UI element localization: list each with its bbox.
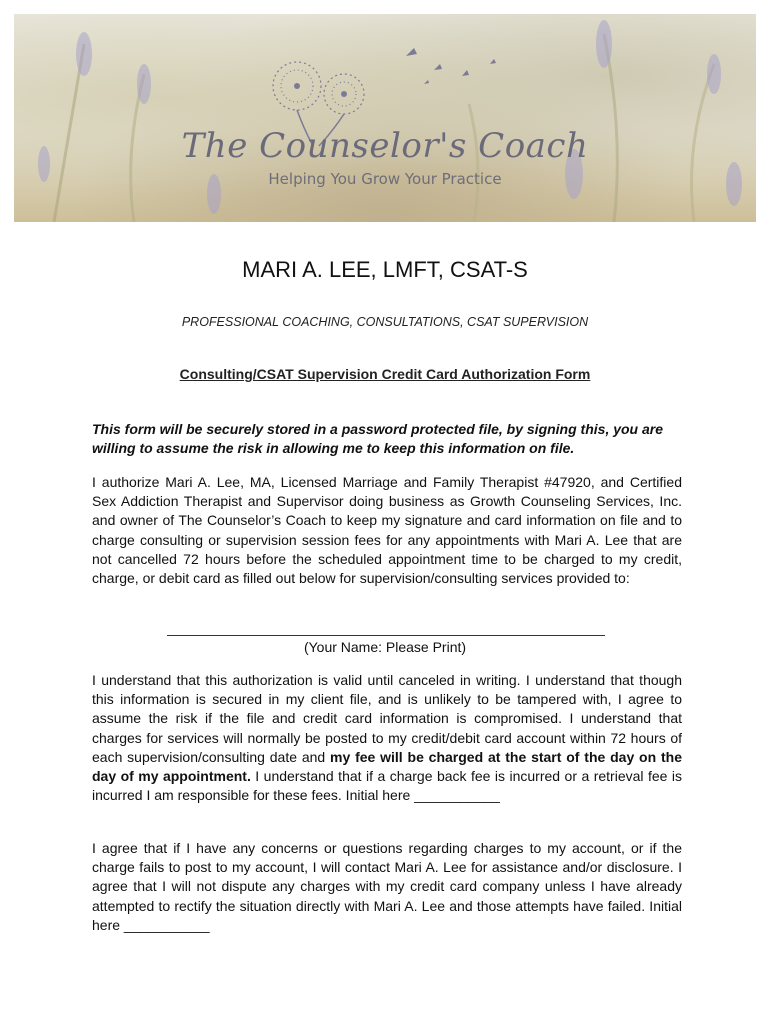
risk-text-end: I understand that if a charge back fee is incurred or a retrieval fee is incurred I am responsible for these fees. Initial here ___________: [92, 768, 682, 804]
name-signature-line[interactable]: [167, 635, 605, 636]
risk-paragraph: [92, 671, 682, 805]
dandelion-logo-icon: [14, 14, 756, 222]
form-title: Consulting/CSAT Supervision Credit Card Authorization Form: [179, 366, 591, 382]
brand-tagline: Helping You Grow Your Practice: [268, 170, 502, 188]
security-notice: This form will be securely stored in a password protected file, by signing this, you are willing to assume the risk in allowing me to keep this information on file.: [92, 421, 664, 456]
page-title: MARI A. LEE, LMFT, CSAT-S: [242, 257, 528, 282]
authorization-paragraph: I authorize Mari A. Lee, MA, Licensed Marriage and Family Therapist #47920, and Certified Sex Addiction Therapist and Supervisor doing business as Growth Counseling Services, Inc. and owner of The Counselor’s Coach to keep my signature and card information on file and to charge consulting or supervision session fees for any appointments with Mari A. Lee that are not cancelled 72 hours before the scheduled appointment time to be charged to my credit, charge, or debit card as filled out below for supervision/consulting services provided to:: [92, 474, 682, 587]
header-banner: [14, 14, 756, 222]
risk-text-start: I understand that this authorization is valid until canceled in writing. I understand that though this information is secured in my client file, and is unlikely to be tampered with, I agree to assume the risk if the file and credit card information is compromised. I understand that charges for services will normally be posted to my credit/debit card account within 72 hours of each supervision/consulting date and: [92, 672, 682, 765]
fee-timing-text: my fee will be charged at the start of the day on the day of my appointment.: [92, 748, 682, 785]
brand-title: The Counselor's Coach: [181, 126, 589, 166]
dispute-paragraph: I agree that if I have any concerns or questions regarding charges to my account, or if the charge fails to post to my account, I will contact Mari A. Lee for assistance and/or disclosure. I agree that I will not dispute any charges with my credit card company unless I have already attempted to rectify the situation directly with Mari A. Lee and those attempts have failed. Initial here ___________: [92, 840, 682, 933]
page-subtitle: PROFESSIONAL COACHING, CONSULTATIONS, CSAT SUPERVISION: [181, 315, 589, 329]
name-caption: (Your Name: Please Print): [303, 639, 467, 655]
